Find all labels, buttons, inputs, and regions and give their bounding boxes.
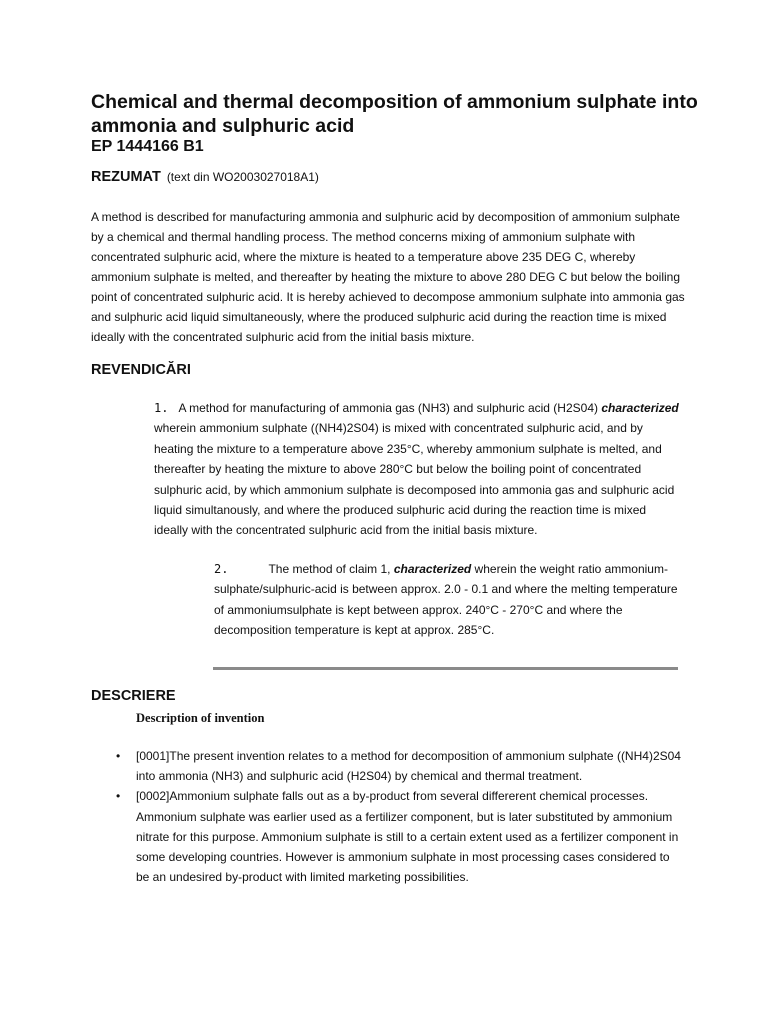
abstract-heading bbox=[91, 169, 319, 185]
list-item bbox=[116, 786, 681, 887]
claim-2 bbox=[214, 559, 684, 641]
paragraph-text: [0002]Ammonium sulphate falls out as a by-product from several differerent chemical processes. Ammonium sulphate was earlier used as a fertilizer component, but is later substituted by ammonium nitrate for this purpose. Ammonium sulphate is still to a certain extent used as a fertilizer component in some developing countries. However is ammonium sulphate in most processing cases considered to be an undesired by-product with limited marketing possibilities. bbox=[136, 789, 679, 885]
claim-text-after: wherein ammonium sulphate ((NH4)2S04) is mixed with concentrated sulphuric acid, and by heating the mixture to a temperature above 235°C, whereby ammonium sulphate is melted, and thereafter by heating the mixture to above 280°C but below the boiling point of concentrated sulphuric acid, by which ammonium sulphate is decomposed into ammonia gas and sulphuric acid liquid simultanously, and where the produced sulphuric acid during the reaction time is mixed ideally with the concentrated sulphuric acid from the initial basis mixture. bbox=[154, 421, 675, 538]
abstract-heading-label: REZUMAT bbox=[91, 169, 161, 185]
claim-1 bbox=[154, 398, 682, 541]
claim-number: 2. bbox=[214, 562, 229, 576]
description-list bbox=[116, 746, 681, 887]
claim-text-after: wherein the weight ratio ammonium-sulphate/sulphuric-acid is between approx. 2.0 - 0.1 and where the melting temperature of ammoniumsulphate is kept between approx. 240°C - 270°C and where the decomposition temperature is kept at approx. 285°C. bbox=[214, 562, 678, 638]
abstract-text: A method is described for manufacturing ammonia and sulphuric acid by decomposition of ammonium sulphate by a chemical and thermal handling process. The method concerns mixing of ammonium sulphate with concentrated sulphuric acid, where the mixture is heated to a temperature above 235 DEG C, whereby ammonium sulphate is melted, and thereafter by heating the mixture to above 280 DEG C but below the boiling point of concentrated sulphuric acid. It is hereby achieved to decompose ammonium sulphate into ammonia gas and sulphuric acid liquid simultaneously, where the produced sulphuric acid during the reaction time is mixed ideally with the concentrated sulphuric acid from the initial basis mixture. bbox=[91, 210, 685, 344]
claim-text-before: The method of claim 1, bbox=[268, 562, 394, 576]
bullet-icon: • bbox=[116, 749, 121, 763]
claims-heading: REVENDICĂRI bbox=[91, 362, 191, 378]
list-item bbox=[116, 746, 681, 786]
description-subheading: Description of invention bbox=[136, 711, 265, 725]
claim-number: 1. bbox=[154, 401, 169, 415]
bullet-icon: • bbox=[116, 789, 121, 804]
claim-keyword: characterized bbox=[393, 562, 472, 576]
horizontal-divider bbox=[213, 667, 678, 670]
description-heading: DESCRIERE bbox=[91, 688, 176, 704]
paragraph-text: [0001]The present invention relates to a method for decomposition of ammonium sulphate ((NH4)2S04 into ammonia (NH3) and sulphuric acid (H2S04) by chemical and thermal treatment. bbox=[136, 749, 681, 784]
patent-number: EP 1444166 B1 bbox=[91, 138, 204, 155]
document-title: Chemical and thermal decomposition of ammonium sulphate into ammonia and sulphuric acid bbox=[91, 91, 698, 137]
claim-text-before: A method for manufacturing of ammonia gas (NH3) and sulphuric acid (H2S04) bbox=[178, 401, 602, 415]
claim-keyword: characterized bbox=[601, 401, 679, 415]
abstract-source-note: (text din WO2003027018A1) bbox=[166, 170, 319, 184]
